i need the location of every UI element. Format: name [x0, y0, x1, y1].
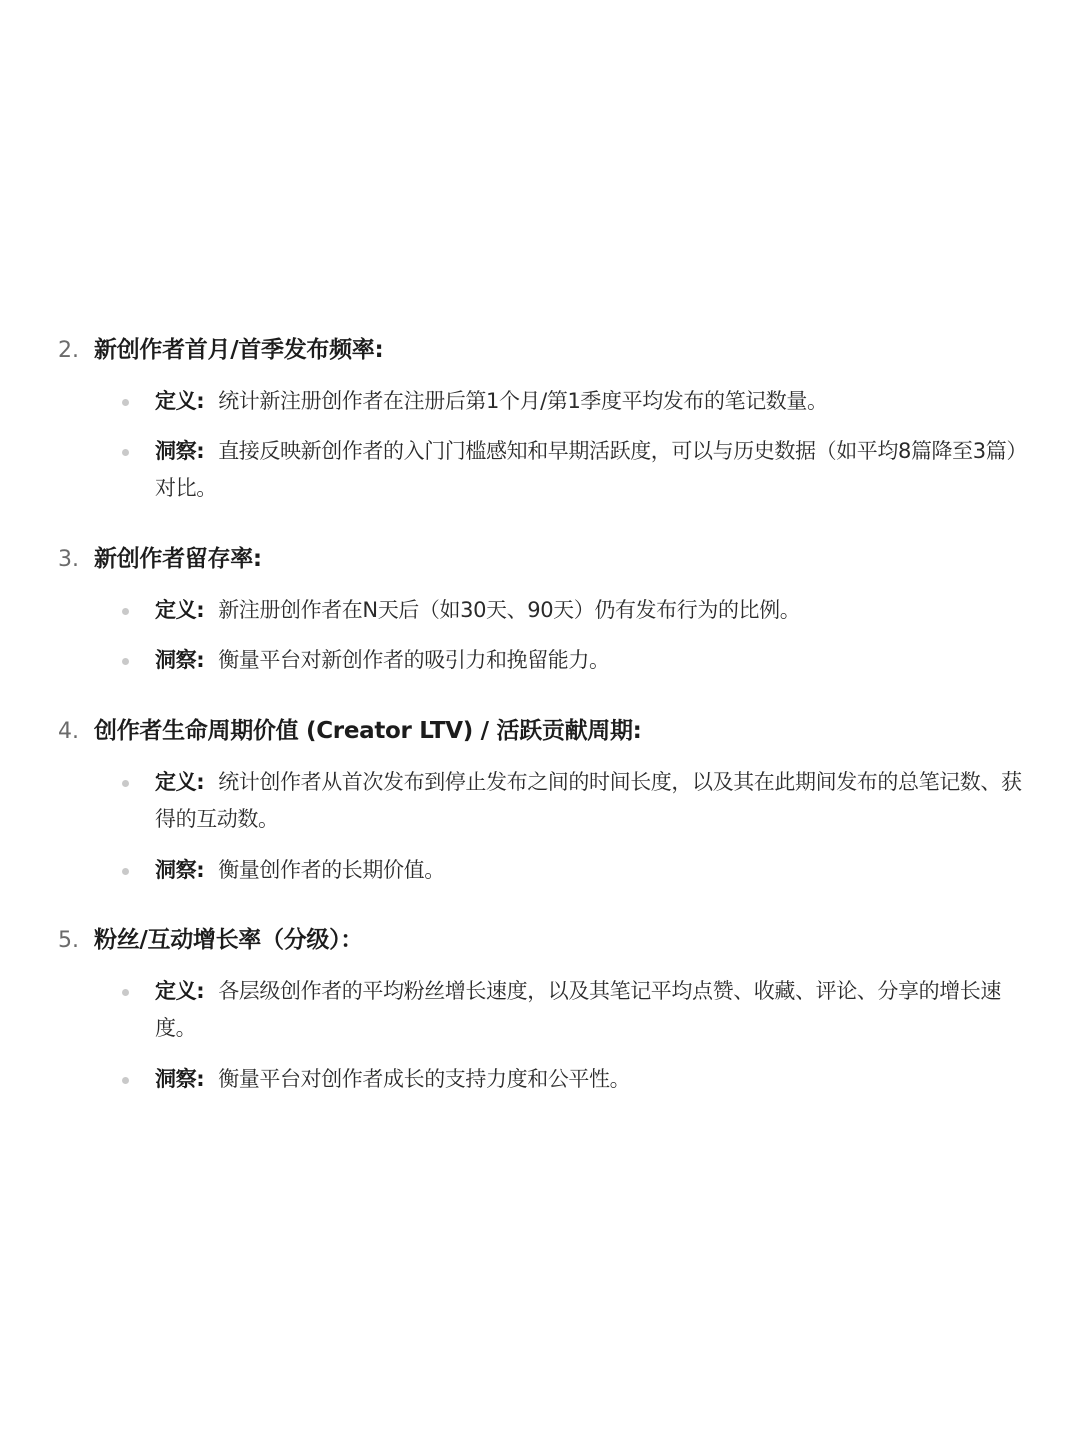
list-item-text — [155, 973, 1025, 1047]
list-item-text — [155, 1061, 1025, 1098]
item-label: 洞察: — [155, 858, 205, 882]
bullet-dot-icon — [122, 989, 129, 996]
list-item-text — [155, 852, 1025, 889]
bullet-dot-icon — [122, 399, 129, 406]
item-body: 衡量创作者的长期价值。 — [218, 858, 445, 882]
list-item-text — [155, 433, 1025, 507]
item-body: 新注册创作者在N天后（如30天、90天）仍有发布行为的比例。 — [218, 598, 801, 622]
item-body: 统计新注册创作者在注册后第1个月/第1季度平均发布的笔记数量。 — [218, 389, 828, 413]
section-number: 2. — [58, 338, 79, 363]
item-label: 定义: — [155, 598, 205, 622]
section-number: 3. — [58, 547, 79, 572]
list-item-text — [155, 642, 1025, 679]
bullet-dot-icon — [122, 608, 129, 615]
item-label: 洞察: — [155, 439, 205, 463]
item-label: 定义: — [155, 770, 205, 794]
list-item-text — [155, 383, 1025, 420]
section-heading — [58, 711, 642, 751]
section-number: 5. — [58, 928, 79, 953]
bullet-dot-icon — [122, 449, 129, 456]
bullet-dot-icon — [122, 658, 129, 665]
list-item-text — [155, 764, 1025, 838]
item-label: 定义: — [155, 389, 205, 413]
section-title: 新创作者首月/首季发布频率: — [94, 337, 384, 363]
item-label: 洞察: — [155, 648, 205, 672]
item-body: 各层级创作者的平均粉丝增长速度，以及其笔记平均点赞、收藏、评论、分享的增长速度。 — [155, 979, 1001, 1040]
section-title: 创作者生命周期价值 (Creator LTV) / 活跃贡献周期: — [94, 718, 642, 744]
section-heading — [58, 330, 383, 370]
section-title: 新创作者留存率: — [94, 546, 262, 572]
item-body: 衡量平台对新创作者的吸引力和挽留能力。 — [218, 648, 610, 672]
item-body: 衡量平台对创作者成长的支持力度和公平性。 — [218, 1067, 631, 1091]
item-body: 统计创作者从首次发布到停止发布之间的时间长度，以及其在此期间发布的总笔记数、获得的互动数。 — [155, 770, 1022, 831]
bullet-dot-icon — [122, 780, 129, 787]
item-label: 定义: — [155, 979, 205, 1003]
item-label: 洞察: — [155, 1067, 205, 1091]
item-body: 直接反映新创作者的入门门槛感知和早期活跃度，可以与历史数据（如平均8篇降至3篇）对比。 — [155, 439, 1017, 500]
list-item-text — [155, 592, 1025, 629]
section-title: 粉丝/互动增长率（分级）： — [94, 927, 364, 953]
section-number: 4. — [58, 719, 79, 744]
section-heading — [58, 920, 363, 960]
section-heading — [58, 539, 262, 579]
bullet-dot-icon — [122, 1077, 129, 1084]
bullet-dot-icon — [122, 868, 129, 875]
